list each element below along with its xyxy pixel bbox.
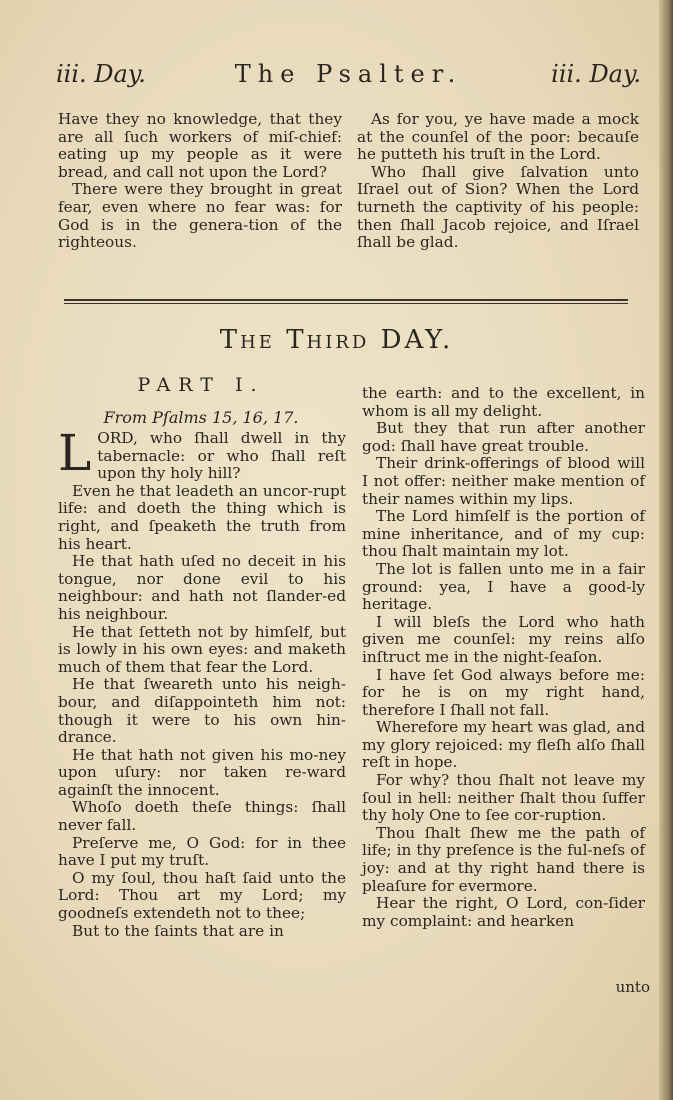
- running-head: [56, 56, 641, 96]
- verse: Thou ſhalt ſhew me the path of life; in thy preſence is the ful-neſs of joy: and at thy right hand there is pleaſure for evermore.: [362, 823, 645, 895]
- verse: He that ſweareth unto his neigh-bour, and diſappointeth him not: though it were to his own hin-drance.: [58, 675, 346, 747]
- verse: Have they no knowledge, that they are all ſuch workers of miſ-chief: eating up my people as it were bread, and call not upon the Lord?: [58, 110, 342, 181]
- catchword: unto: [615, 978, 650, 996]
- running-head-right: iii. Day.: [551, 60, 641, 88]
- top-left-column: [58, 111, 342, 252]
- running-head-title: The Psalter.: [234, 60, 463, 88]
- section-divider: [64, 299, 628, 304]
- section-title: The Third DAY.: [219, 325, 454, 355]
- bottom-left-column: [58, 424, 346, 940]
- top-right-column: [357, 111, 639, 252]
- verse: The lot is fallen unto me in a fair ground: yea, I have a good-ly heritage.: [362, 559, 645, 614]
- part-heading: PART I.: [137, 374, 265, 396]
- verse: He that hath not given his mo-ney upon uſury: nor taken re-ward againſt the innocent.: [58, 745, 346, 799]
- verse: Wherefore my heart was glad, and my glory rejoiced: my fleſh alſo ſhall reſt in hope.: [362, 718, 645, 772]
- drop-cap: L: [58, 424, 92, 482]
- verse: For why? thou ſhalt not leave my ſoul in hell: neither ſhalt thou ſuffer thy holy One to ſee cor-ruption.: [362, 771, 645, 825]
- verse: Their drink-offerings of blood will I not offer: neither make mention of their names within my lips.: [362, 454, 645, 508]
- verse: He that ſetteth not by himſelf, but is lowly in his own eyes: and maketh much of them that fear the Lord.: [58, 622, 346, 676]
- running-head-left: iii. Day.: [56, 60, 146, 88]
- psalm-source: From Pſalms 15, 16, 17.: [103, 408, 299, 427]
- verse: I have ſet God always before me: for he is on my right hand, therefore I ſhall not fall.: [362, 665, 645, 719]
- page-edge-shadow: [659, 0, 673, 1100]
- opening-verse-text: ORD, who ſhall dwell in thy tabernacle: or who ſhall reſt upon thy holy hill?: [97, 429, 346, 483]
- verse: I will bleſs the Lord who hath given me counſel: my reins alſo inſtruct me in the night-ſeaſon.: [362, 612, 645, 666]
- verse: O my ſoul, thou haſt ſaid unto the Lord: Thou art my Lord; my goodneſs extendeth not to thee;: [58, 868, 346, 923]
- verse: Even he that leadeth an uncor-rupt life: and doeth the thing which is right, and ſpeaketh the truth from his heart.: [58, 481, 346, 553]
- verse: The Lord himſelf is the portion of mine inheritance, and of my cup: thou ſhalt maintain my lot.: [362, 507, 645, 561]
- verse: the earth: and to the excellent, in whom is all my delight.: [362, 384, 645, 420]
- verse: Who ſhall give ſalvation unto Iſrael out of Sion? When the Lord turneth the captivity of his people: then ſhall Jacob rejoice, and Iſrael ſhall be glad.: [357, 162, 639, 252]
- opening-verse: [58, 424, 346, 483]
- verse: But they that run after another god: ſhall have great trouble.: [362, 419, 645, 455]
- bottom-right-column: [362, 385, 645, 930]
- verse: He that hath uſed no deceit in his tongue, nor done evil to his neighbour: and hath not ſlander-ed his neighbour.: [58, 552, 346, 623]
- verse: Hear the right, O Lord, con-ſider my complaint: and hearken: [362, 894, 645, 930]
- verse: Whoſo doeth theſe things: ſhall never fall.: [58, 798, 346, 835]
- verse: But to the ſaints that are in: [72, 921, 284, 940]
- verse: There were they brought in great fear, even where no fear was: for God is in the genera-tion of the righteous.: [58, 180, 342, 252]
- verse: As for you, ye have made a mock at the counſel of the poor: becauſe he putteth his truſt in the Lord.: [357, 110, 639, 164]
- verse: Preſerve me, O God: for in thee have I put my truſt.: [58, 833, 346, 870]
